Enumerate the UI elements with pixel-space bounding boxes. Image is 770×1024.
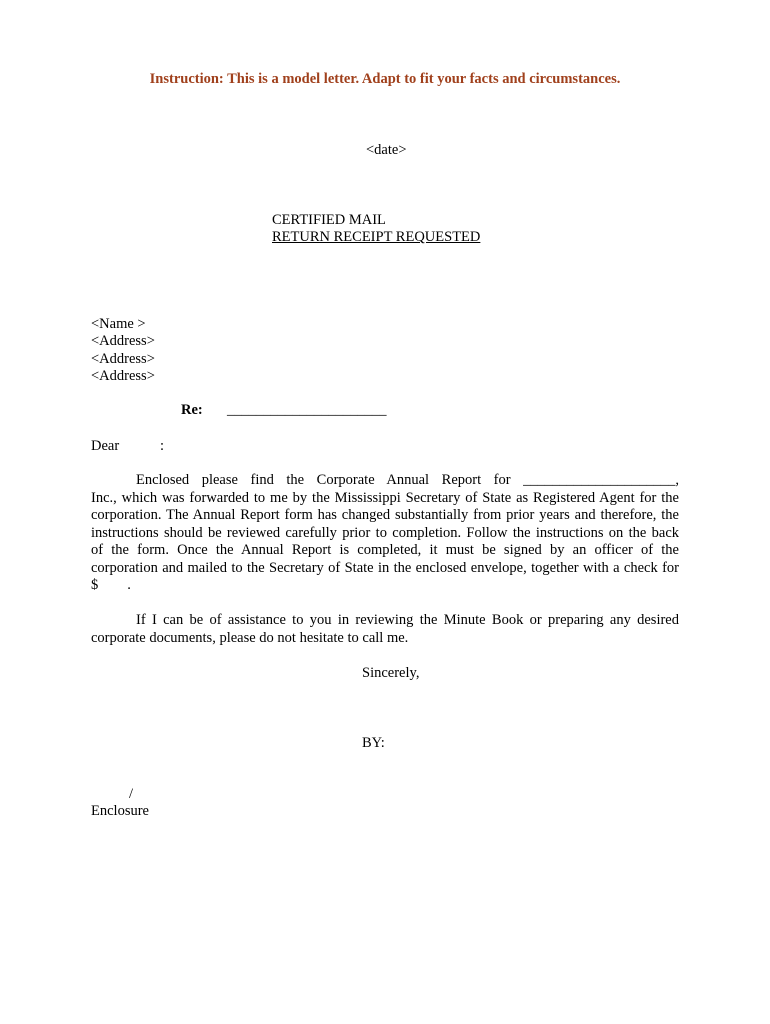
paragraph-line: corporation. The Annual Report form has changed substantially from prior years and therefore, the bbox=[91, 507, 679, 523]
paragraph-line: Inc., which was forwarded to me by the Mississippi Secretary of State as Registered Agent for the bbox=[91, 489, 679, 506]
body-paragraph-2 bbox=[91, 612, 679, 647]
recipient-address-line: <Address> bbox=[91, 368, 155, 384]
paragraph-line: corporation and mailed to the Secretary of State in the enclosed envelope, together with a check for bbox=[91, 559, 679, 576]
closing: Sincerely, bbox=[362, 665, 420, 681]
recipient-name: <Name > bbox=[91, 316, 146, 332]
paragraph-line: $ . bbox=[91, 577, 131, 593]
enclosure-notation: Enclosure bbox=[91, 803, 149, 819]
paragraph-line: instructions should be reviewed carefully prior to completion. Follow the instructions on the back bbox=[91, 524, 679, 541]
instruction-note: Instruction: This is a model letter. Adapt to fit your facts and circumstances. bbox=[149, 71, 621, 87]
paragraph-line: Enclosed please find the Corporate Annual Report for _____________________, bbox=[136, 472, 679, 488]
recipient-address-line: <Address> bbox=[91, 333, 155, 349]
letter-date: <date> bbox=[366, 142, 407, 158]
re-subject-blank: ______________________ bbox=[227, 402, 387, 418]
signature-label: BY: bbox=[362, 735, 385, 751]
typist-initials: / bbox=[129, 786, 134, 802]
salutation: Dear bbox=[91, 438, 120, 454]
mail-type: CERTIFIED MAIL bbox=[272, 212, 386, 228]
paragraph-line: corporate documents, please do not hesitate to call me. bbox=[91, 629, 409, 646]
paragraph-line: If I can be of assistance to you in reviewing the Minute Book or preparing any desired bbox=[136, 612, 679, 628]
return-receipt-notice: RETURN RECEIPT REQUESTED bbox=[272, 229, 481, 245]
paragraph-line: of the form. Once the Annual Report is completed, it must be signed by an officer of the bbox=[91, 542, 679, 558]
body-paragraph-1 bbox=[91, 472, 679, 595]
re-label: Re: bbox=[181, 402, 203, 418]
salutation-colon: : bbox=[160, 438, 165, 454]
recipient-address-line: <Address> bbox=[91, 351, 155, 367]
